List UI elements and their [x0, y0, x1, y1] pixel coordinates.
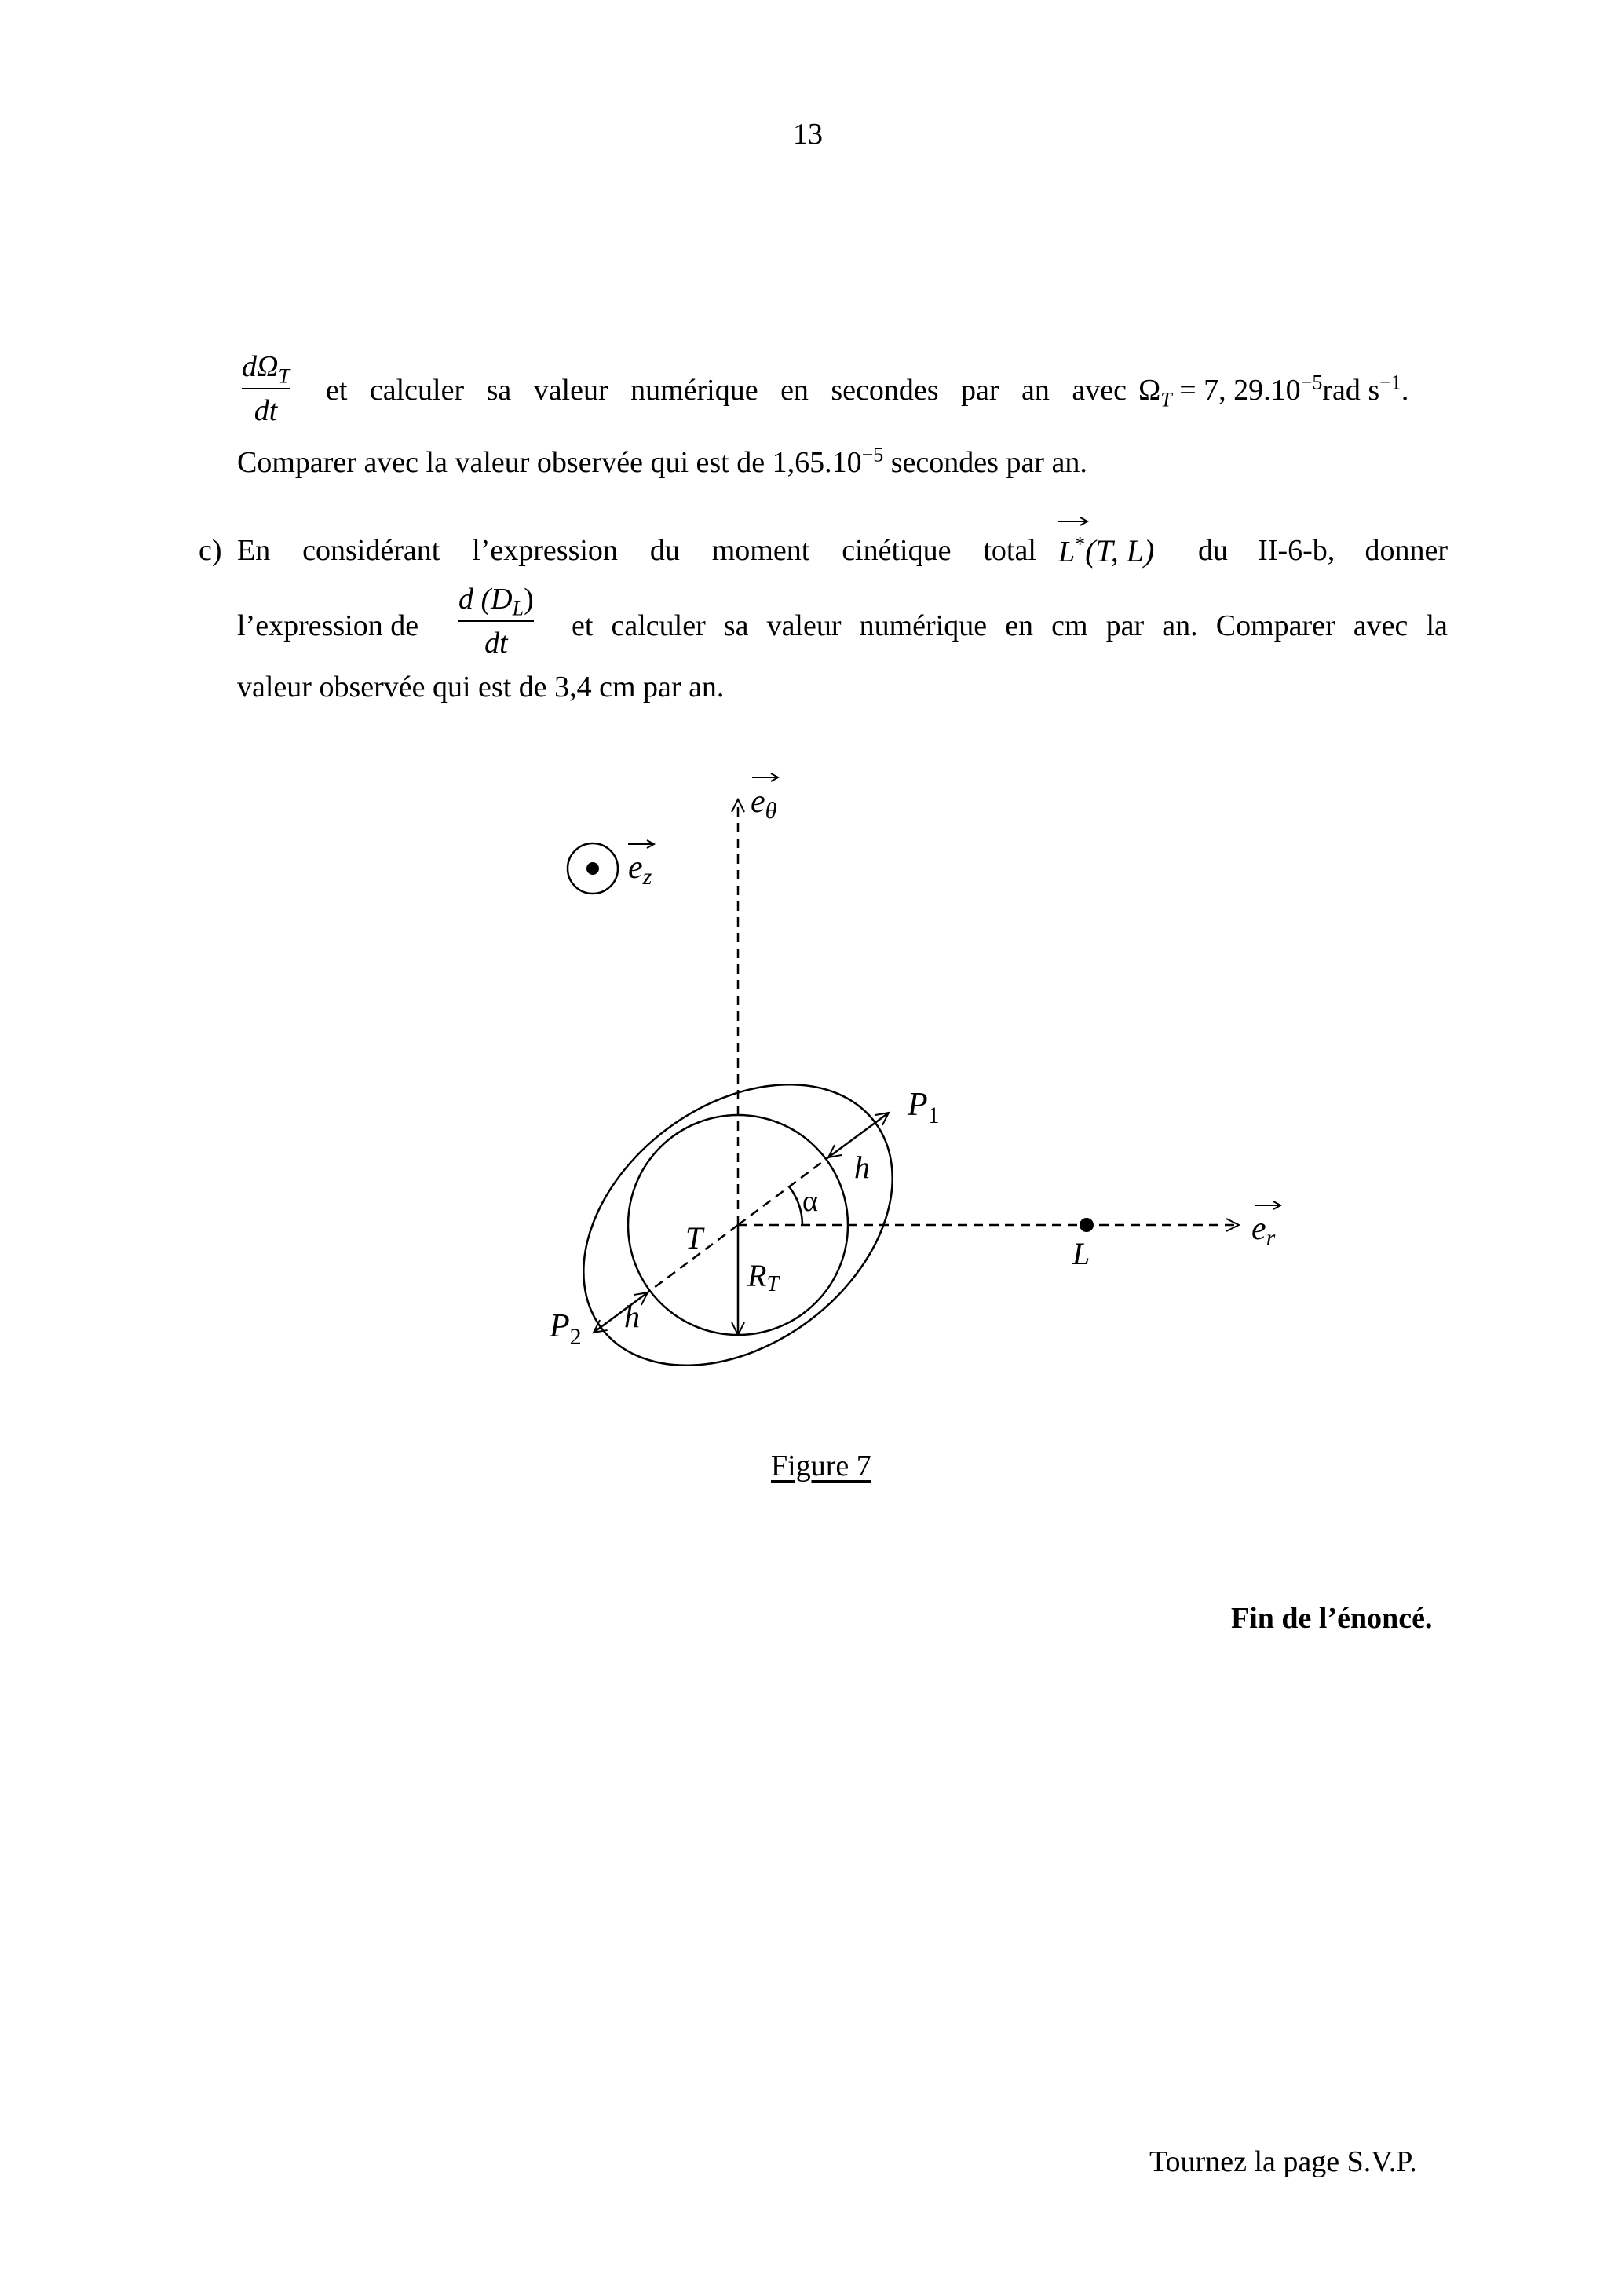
L-args: (T, L)	[1085, 533, 1155, 569]
label-e-z: ez	[628, 850, 652, 890]
word: numérique	[630, 374, 758, 407]
omega-unit-exponent: −1	[1379, 371, 1401, 394]
word: an.	[1162, 609, 1198, 642]
e-z-out-of-page-icon	[568, 843, 618, 894]
word: et	[326, 374, 348, 407]
label-P1: $P_1$	[908, 1087, 940, 1128]
word: en	[780, 374, 809, 407]
word: valeur	[766, 609, 842, 642]
moon-point	[1080, 1218, 1094, 1232]
word: avec	[1353, 609, 1408, 642]
omega-value: = 7, 29.10	[1179, 374, 1301, 407]
item-label-c: c)	[199, 534, 222, 567]
label-alpha: α	[802, 1185, 818, 1218]
compare-exponent: −5	[861, 443, 884, 466]
word: moment	[711, 534, 810, 567]
frac-numerator-sub: L	[512, 597, 524, 620]
frac-denominator: dt	[254, 394, 278, 427]
word: du	[649, 534, 680, 567]
compare-end: secondes par an.	[883, 446, 1087, 479]
word: donner	[1364, 534, 1448, 567]
word: considérant	[302, 534, 440, 567]
paragraph-c-line-3: valeur observée qui est de 3,4 cm par an.	[237, 671, 725, 704]
label-h-lower: h	[624, 1299, 640, 1334]
word: en	[1005, 609, 1034, 642]
word: valeur	[533, 374, 608, 407]
alpha-angle-arc	[789, 1186, 802, 1225]
omega-sub: T	[1160, 388, 1172, 411]
vector-arrow-icon	[628, 773, 1280, 1209]
omega-period: .	[1401, 374, 1409, 407]
word: numérique	[859, 609, 988, 642]
word: En	[237, 534, 271, 567]
word: Comparer	[1215, 609, 1335, 642]
paragraph-c-line-2-start: l’expression de	[237, 609, 419, 642]
frac-numerator: dΩ	[242, 350, 279, 383]
word: l’expression	[472, 534, 618, 567]
word: par	[961, 374, 999, 407]
label-T: T	[685, 1220, 703, 1256]
label-L: L	[1072, 1236, 1090, 1271]
word: calculer	[611, 609, 706, 642]
omega-unit: rad s	[1322, 374, 1380, 407]
word: avec	[1072, 374, 1127, 407]
word: cinétique	[842, 534, 952, 567]
frac-numerator-sub: T	[278, 364, 290, 388]
frac-numerator: d (D	[458, 583, 513, 616]
label-RT: RT	[747, 1258, 780, 1296]
word: sa	[723, 609, 749, 642]
word: calculer	[369, 374, 465, 407]
word: an	[1021, 374, 1050, 407]
label-e-theta: eθ	[751, 784, 777, 824]
word: la	[1426, 609, 1448, 642]
end-of-statement: Fin de l’énoncé.	[1231, 1602, 1433, 1635]
word: total	[983, 534, 1036, 567]
frac-denominator: dt	[484, 627, 508, 660]
label-e-r: er	[1251, 1211, 1276, 1251]
L-star: *	[1075, 532, 1086, 556]
word: par	[1105, 609, 1145, 642]
word: et	[572, 609, 594, 642]
compare-text: Comparer avec la valeur observée qui est de 1,65.10	[237, 446, 862, 479]
figure-caption: Figure 7	[771, 1450, 871, 1483]
word: secondes	[831, 374, 939, 407]
word: cm	[1051, 609, 1088, 642]
word: II-6-b,	[1258, 534, 1335, 567]
word: sa	[486, 374, 512, 407]
page-number: 13	[793, 118, 823, 151]
frac-numerator-close: )	[524, 583, 534, 616]
omega-exponent: −5	[1300, 371, 1323, 394]
footer-turn-page: Tournez la page S.V.P.	[1149, 2145, 1417, 2178]
word: du	[1198, 534, 1228, 567]
label-h-upper: h	[854, 1150, 870, 1185]
L-symbol: L	[1058, 536, 1076, 569]
omega-symbol: Ω	[1138, 374, 1161, 407]
label-P2: $P_2$	[550, 1308, 582, 1350]
